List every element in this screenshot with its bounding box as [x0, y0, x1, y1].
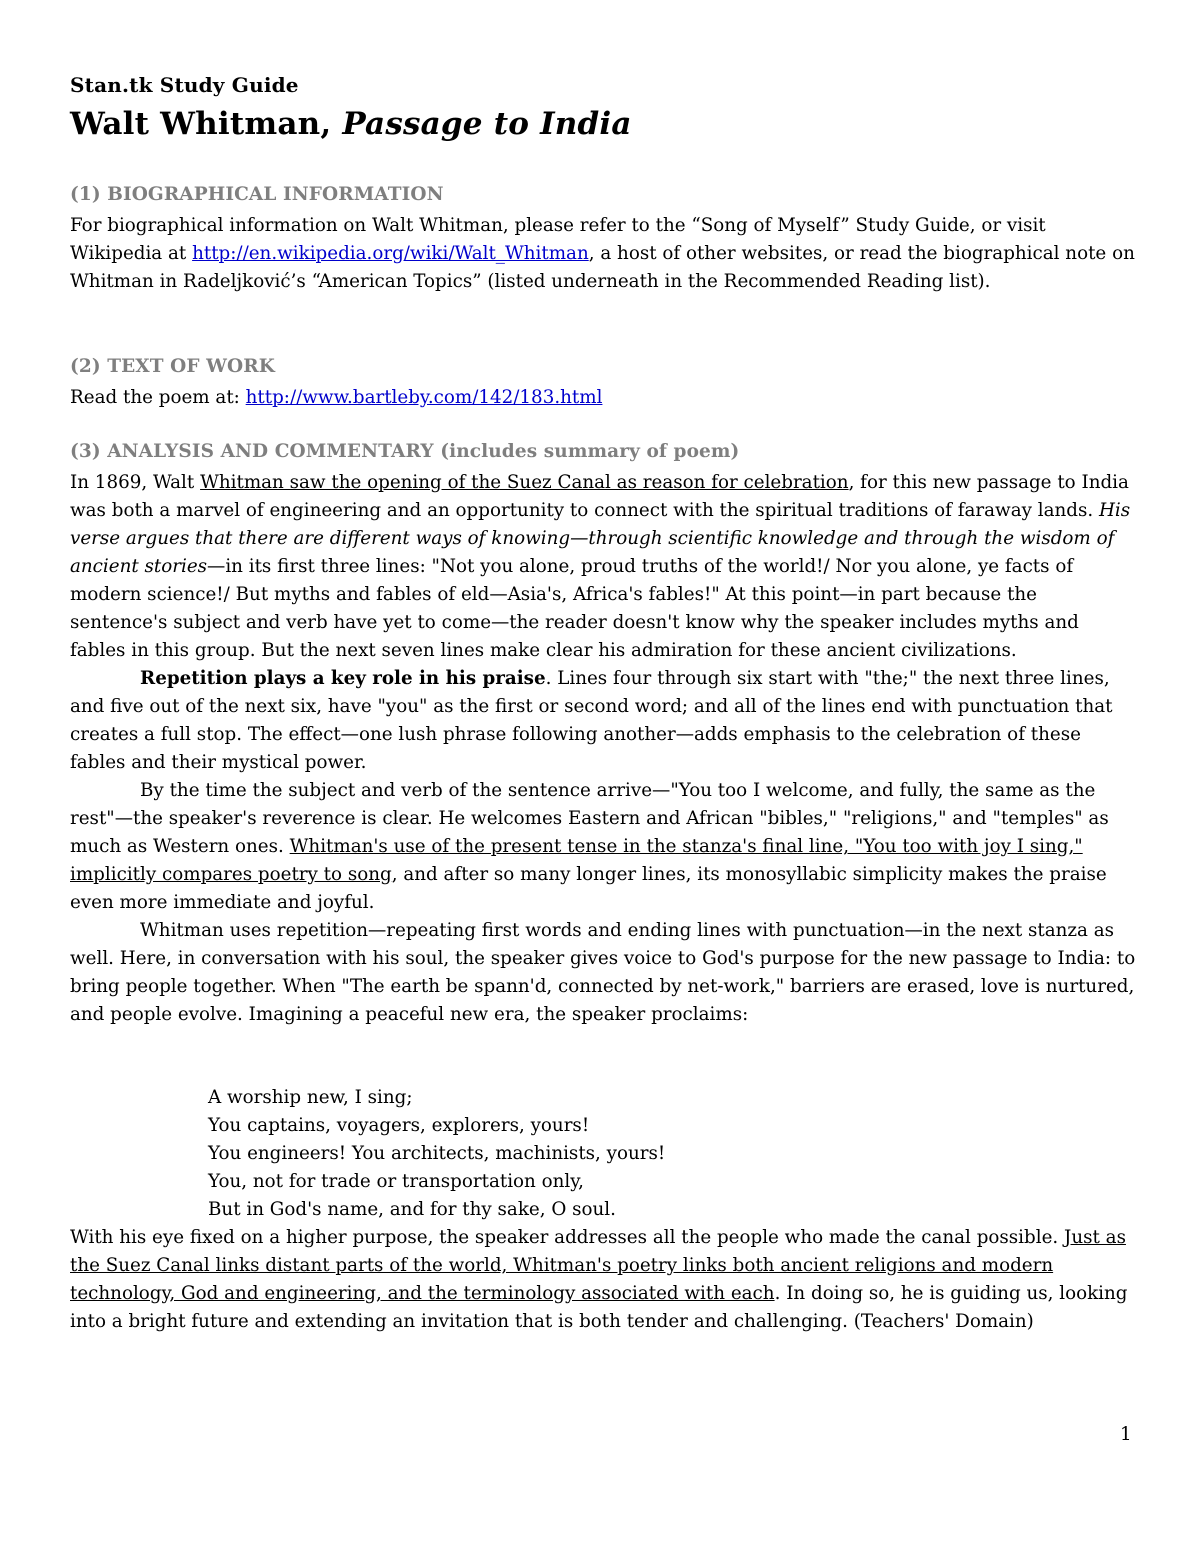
poem-line: You engineers! You architects, machinists, yours! — [208, 1143, 666, 1164]
section-heading-analysis — [70, 441, 739, 462]
section-text-of-work — [70, 384, 1140, 412]
analysis-heading-main: (3) ANALYSIS AND COMMENTARY — [70, 441, 434, 462]
bartleby-link[interactable]: http://www.bartleby.com/142/183.html — [245, 387, 603, 408]
poem-line: You, not for trade or transportation only, — [208, 1171, 584, 1192]
p1-underlined: Whitman saw the opening of the Suez Canal as reason for celebration — [200, 472, 849, 493]
analysis-paragraph-3 — [70, 777, 1140, 917]
p1-italic: His verse argues that there are different ways of knowing—through scientific knowledge and through the wisdom of ancient stories — [70, 500, 1131, 577]
analysis-body — [70, 469, 1140, 1029]
p3-text-a: By the time the subject and verb of the sentence arrive—"You too I welcome, and fully, the same as the rest"—the speaker's reverence is clear. He welcomes Eastern and African "bibles," "religions," and "temples" as much as Western ones. — [70, 780, 1109, 857]
p1-text-a: In 1869, Walt — [70, 472, 201, 493]
poem-line: You captains, voyagers, explorers, yours! — [208, 1115, 590, 1136]
analysis-paragraph-1 — [70, 469, 1140, 665]
poem-line: But in God's name, and for thy sake, O soul. — [208, 1199, 616, 1220]
p1-text-b: , for this new passage to India was both a marvel of engineering and an opportunity to connect with the spiritual traditions of faraway lands. — [70, 472, 1129, 521]
title-author: Walt Whitman, — [70, 106, 332, 142]
poem-quote — [208, 1084, 665, 1224]
p2-text: . Lines four through six start with "the;" the next three lines, and five out of the next six, have "you" as the first or second word; and all of the lines end with punctuation that creates a full stop. The effect—one lush phrase following another—adds emphasis to the celebration of these fables and their mystical power. — [70, 668, 1113, 773]
p5-underlined: Just as the Suez Canal links distant parts of the world, Whitman's poetry links both ancient religions and modern technology, God and engineering, and the terminology associated with each — [70, 1227, 1126, 1304]
analysis-paragraph-5 — [70, 1224, 1140, 1336]
p3-underlined: Whitman's use of the present tense in the stanza's final line, "You too with joy I sing," implicitly compares poetry to song — [70, 836, 1083, 885]
analysis-paragraph-4: Whitman uses repetition—repeating first words and ending lines with punctuation—in the next stanza as well. Here, in conversation with his soul, the speaker gives voice to God's purpose for the new passage to India: to bring people together. When "The earth be spann'd, connected by net-work," barriers are erased, love is nurtured, and people evolve. Imagining a peaceful new era, the speaker proclaims: — [70, 920, 1136, 1025]
p1-text-c: —in its first three lines: "Not you alone, proud truths of the world!/ Nor you alone, ye facts of modern science!/ But myths and fables of eld—Asia's, Africa's fables!" At this point—in part because the sentence's subject and verb have yet to come—the reader doesn't know why the speaker includes myths and fables in this group. But the next seven lines make clear his admiration for these ancient civilizations. — [70, 556, 1079, 661]
section-biographical-text — [70, 212, 1140, 296]
read-poem-label: Read the poem at: — [70, 387, 246, 408]
p2-bold: Repetition plays a key role in his praise — [140, 668, 546, 689]
bio-text-before-link: For biographical information on Walt Whitman, please refer to the “Song of Myself” Study Guide, or visit Wikipedia at — [70, 215, 1046, 264]
section-heading-text-of-work: (2) TEXT OF WORK — [70, 356, 275, 377]
section-heading-biographical: (1) BIOGRAPHICAL INFORMATION — [70, 184, 444, 205]
analysis-heading-note: (includes summary of poem) — [440, 441, 740, 462]
page-number: 1 — [1120, 1424, 1132, 1445]
wikipedia-link[interactable]: http://en.wikipedia.org/wiki/Walt_Whitman — [192, 243, 589, 264]
guide-title: Stan.tk Study Guide — [70, 73, 299, 97]
p3-text-b: , and after so many longer lines, its monosyllabic simplicity makes the praise even more immediate and joyful. — [70, 864, 1107, 913]
analysis-paragraph-2 — [70, 665, 1140, 777]
title-work: Passage to India — [342, 106, 632, 142]
page-title — [70, 106, 632, 142]
p5-text-b: . In doing so, he is guiding us, looking into a bright future and extending an invitation that is both tender and challenging. (Teachers' Domain) — [70, 1283, 1128, 1332]
poem-line: A worship new, I sing; — [208, 1087, 413, 1108]
p5-text-a: With his eye fixed on a higher purpose, the speaker addresses all the people who made the canal possible. — [70, 1227, 1065, 1248]
bio-text-after-link: , a host of other websites, or read the biographical note on Whitman in Radeljković’s “American Topics” (listed underneath in the Recommended Reading list). — [70, 243, 1135, 292]
